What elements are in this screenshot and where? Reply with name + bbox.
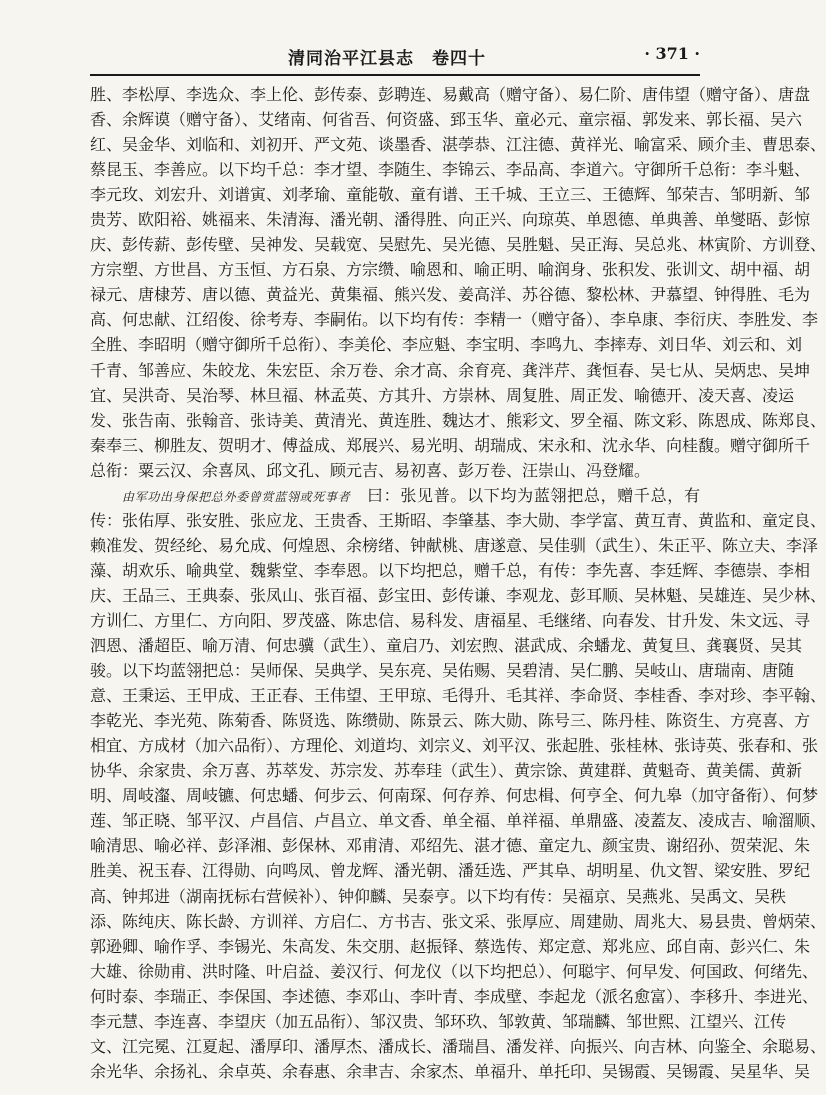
text-line: 协华、余家贵、余万喜、苏萃发、苏宗发、苏奉珪（武生）、黄宗馀、黄建群、黄魁奇、黄美儒、黄新: [90, 761, 803, 781]
text-line: 传：张佑厚、张安胜、张应龙、王贵香、王斯昭、李肇基、李大勋、李学富、黄互青、黄监和、童定良、: [90, 510, 826, 530]
text-line: 骏。以下均蓝翎把总：吴师保、吴典学、吴东亮、吴佑赐、吴碧清、吴仁鹏、吴岐山、唐瑞南、唐随: [90, 661, 795, 681]
text-line: 赖准发、贺经纶、易允成、何煌恩、余榜绪、钟献桃、唐遂意、吴佳驯（武生）、朱正平、陈立夫、李泽: [90, 535, 819, 555]
text-line: 贵芳、欧阳裕、姚福来、朱清海、潘光朝、潘得胜、向正兴、向琼英、单恩德、单典善、单燮晤、彭惊: [90, 210, 811, 230]
text-line: 庆、王品三、王典泰、张凤山、张百福、彭宝田、彭传谦、李观龙、彭耳顺、吴林魁、吴雄连、吴少林、: [90, 585, 826, 605]
text-line: 高、钟邦进（湖南抚标右营候补）、钟仰麟、吴泰亨。以下均有传：吴福京、吴燕兆、吴禹文、吴秩: [90, 886, 787, 906]
text-line: 余光华、余扬礼、余卓英、余春惠、余聿吉、余家杰、单福升、单托印、吴锡霞、吴锡霞、吴星华、吴: [90, 1061, 811, 1081]
text-line: 何时泰、李瑞正、李保国、李述德、李邓山、李叶青、李成壁、李起龙（派名愈富）、李移升、李进光、: [90, 986, 819, 1006]
text-line: 红、吴金华、刘临和、刘初开、严文苑、谈墨香、湛荸恭、江注德、黄祥光、喻富采、顾介圭、曹思泰、: [90, 135, 826, 155]
text-line: 千青、邹善应、朱皎龙、朱宏臣、余万卷、余才高、余育亮、龚泮芹、龚恒春、吴七从、吴炳忠、吴坤: [90, 360, 811, 380]
text-line: 发、张告南、张翰音、张诗美、黄清光、黄连胜、魏达才、熊彩文、罗全福、陈文彩、陈恩成、陈郑良、: [90, 410, 826, 430]
text-line: 宜、吴洪奇、吴治琴、林旦福、林孟英、方其升、方崇林、周复胜、周正发、喻德开、凌天喜、凌运: [90, 385, 795, 405]
text-line: 相宜、方成材（加六品衔）、方理伦、刘道均、刘宗义、刘平汉、张起胜、张桂林、张诗英、张春和、张: [90, 736, 819, 756]
page-header: [90, 44, 700, 68]
text-line: [90, 483, 700, 508]
text-line: 方宗塑、方世昌、方玉恒、方石泉、方宗缵、喻恩和、喻正明、喻润身、张积发、张训文、胡中福、胡: [90, 260, 811, 280]
page-number: · 371 ·: [644, 44, 700, 63]
text-line: 李元慧、李连喜、李望庆（加五品衔）、邹汉贵、邹环玖、邹敦黄、邹瑞麟、邹世熙、江望兴、江传: [90, 1011, 787, 1031]
text-line: 意、王秉运、王甲成、王正春、王伟望、王甲琼、毛得升、毛其祥、李命贤、李桂香、李对珍、李平翰、: [90, 686, 826, 706]
text-line: 庆、彭传薪、彭传壁、吴神发、吴载宽、吴慰先、吴光德、吴胜魁、吴正海、吴总兆、林寅阶、方训登、: [90, 235, 826, 255]
text-line: 泗恩、潘超臣、喻万清、何忠骥（武生）、童启乃、刘宏煦、湛武成、余蟠龙、黄复旦、龚襄贤、吴其: [90, 636, 803, 656]
text-line: 总衔：粟云汉、余喜凤、邱文孔、顾元吉、易初喜、彭万卷、汪崇山、冯登耀。: [90, 460, 651, 480]
text-line: 李乾光、李光苑、陈菊香、陈贤选、陈缵勋、陈景云、陈大勋、陈号三、陈丹桂、陈资生、方亮喜、方: [90, 711, 811, 731]
text-line: 藻、胡欢乐、喻典堂、魏紫堂、李奉恩。以下均把总，赠千总，有传：李先喜、李廷辉、李德崇、李相: [90, 560, 811, 580]
text-line: 秦奉三、柳胜友、贺明才、傅益成、郑展兴、易光明、胡瑞成、宋永和、沈永华、向桂馥。赠守御所千: [90, 435, 811, 455]
document-body: [90, 82, 826, 1084]
text-line: 蔡昆玉、李善应。以下均千总：李才望、李随生、李锦云、李品高、李道六。守御所千总衔：李斗魁、: [90, 160, 811, 180]
text-line: 李元玫、刘宏升、刘谱寅、刘孝瑜、童能敬、童有谱、王千城、王立三、王德辉、邹荣吉、邹明新、邹: [90, 185, 811, 205]
text-line: 胜美、祝玉春、江得勋、向鸣凤、曾龙辉、潘光朝、潘廷选、严其阜、胡明星、仇文智、梁安胜、罗纪: [90, 861, 811, 881]
text-line: 方训仁、方里仁、方向阳、罗茂盛、陈忠信、易科发、唐福星、毛继绪、向春发、甘升发、朱文远、寻: [90, 610, 811, 630]
text-line: 大雄、徐勋甫、洪时隆、叶启益、姜汉行、何龙仪（以下均把总）、何聪宇、何早发、何国政、何绪先、: [90, 961, 819, 981]
text-line: 香、余辉谟（赠守备）、艾绪南、何省吾、何资盛、郅玉华、童必元、童宗福、郭发来、郭长福、吴六: [90, 110, 803, 130]
text-line: 文、江完冕、江夏起、潘厚印、潘厚杰、潘成长、潘瑞昌、潘发祥、向振兴、向吉林、向鉴全、余聪易、: [90, 1036, 826, 1056]
text-line: 全胜、李昭明（赠守御所千总衔）、李美伦、李应魁、李宝明、李鸣九、李摔寿、刘日华、刘云和、刘: [90, 335, 803, 355]
text-run: 曰：张见普。以下均为蓝翎把总，赠千总，有: [350, 485, 700, 505]
text-line: 添、陈纯庆、陈长龄、方训祥、方启仁、方书吉、张文采、张厚应、周建勋、周兆大、易县贵、曾炳荣、: [90, 911, 826, 931]
section-lead: 由军功出身保把总外委曾赏蓝翎或死事者: [122, 489, 351, 504]
text-line: 郭逊卿、喻作孚、李锡光、朱高发、朱交朋、赵振铎、蔡选传、郑定意、郑兆应、邱自南、彭兴仁、朱: [90, 936, 811, 956]
text-line: 高、何忠献、江绍俊、徐考寿、李嗣佑。以下均有传：李精一（赠守备）、李阜康、李衍庆、李胜发、李: [90, 310, 819, 330]
text-line: 禄元、唐棣芳、唐以德、黄益光、黄集福、熊兴发、姜高洋、苏谷德、黎松林、尹慕望、钟得胜、毛为: [90, 285, 811, 305]
text-line: 明、周岐瀣、周岐镳、何忠蟠、何步云、何南琛、何存养、何忠楫、何亨全、何九皋（加守备衔）、何梦: [90, 786, 819, 806]
page-title: 清同治平江县志 卷四十: [288, 49, 486, 69]
header-rule: [90, 74, 700, 76]
text-line: 喻清思、喻必祥、彭泽湘、彭保林、邓甫清、邓绍先、湛才德、童定九、颜宝贵、谢绍孙、贺荣泥、朱: [90, 836, 811, 856]
text-line: 胜、李松厚、李选众、李上伦、彭传泰、彭聘连、易戴高（赠守备）、易仁阶、唐伟望（赠守备）、唐盘: [90, 85, 811, 104]
text-line: 莲、邹正晓、邹平汉、卢昌信、卢昌立、单文香、单全福、单祥福、单鼎盛、凌蓋友、凌成吉、喻溜顺、: [90, 811, 826, 831]
